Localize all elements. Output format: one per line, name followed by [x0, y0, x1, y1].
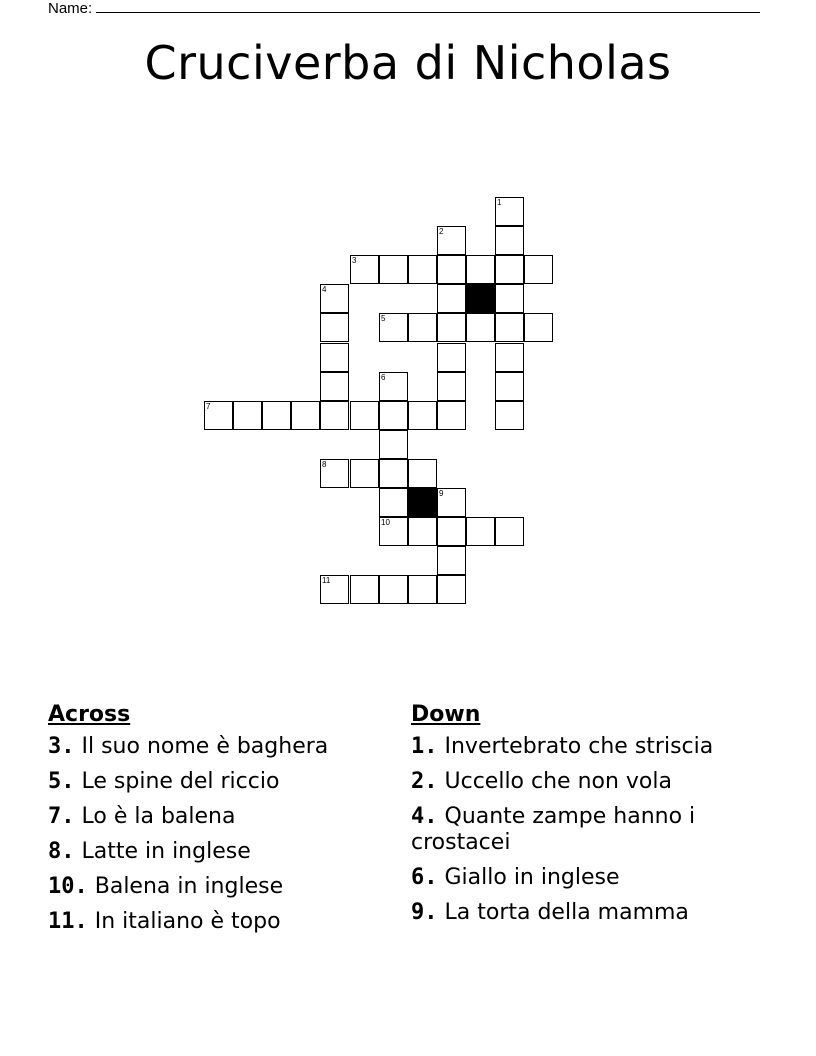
clue-item-number: 9. [411, 900, 438, 925]
clue-item [411, 734, 771, 760]
grid-cell[interactable] [495, 226, 524, 255]
grid-cell[interactable] [495, 401, 524, 430]
clue-item-text: Giallo in inglese [444, 865, 620, 890]
clue-item-text: Quante zampe hanno i crostacei [411, 804, 696, 855]
grid-cell[interactable] [379, 488, 408, 517]
clue-item [48, 874, 388, 900]
grid-cell[interactable] [379, 313, 408, 342]
grid-cell[interactable] [437, 546, 466, 575]
clue-number: 3 [352, 256, 357, 265]
clue-item [48, 734, 388, 760]
clue-item [411, 769, 771, 795]
grid-cell[interactable] [379, 401, 408, 430]
grid-cell[interactable] [495, 255, 524, 284]
clue-item-text: Le spine del riccio [81, 769, 280, 794]
across-clue-list [48, 734, 388, 935]
page-title: Cruciverba di Nicholas [144, 36, 672, 90]
grid-cell[interactable] [408, 313, 437, 342]
grid-cell[interactable] [437, 575, 466, 604]
grid-cell[interactable] [495, 284, 524, 313]
grid-cell[interactable] [495, 343, 524, 372]
clue-number: 8 [322, 460, 327, 469]
clue-item-text: La torta della mamma [444, 900, 689, 925]
grid-cell[interactable] [350, 255, 379, 284]
grid-cell[interactable] [437, 488, 466, 517]
down-clues [411, 700, 771, 935]
grid-cell[interactable] [233, 401, 262, 430]
clue-item-number: 7. [48, 804, 75, 829]
grid-cell[interactable] [408, 255, 437, 284]
clue-item [48, 839, 388, 865]
clue-number: 5 [381, 314, 386, 323]
clue-item-number: 11. [48, 909, 88, 934]
clue-number: 2 [439, 227, 444, 236]
clue-item-number: 8. [48, 839, 75, 864]
grid-cell[interactable] [379, 372, 408, 401]
across-heading: Across [48, 702, 131, 727]
name-label: Name: [48, 0, 93, 17]
grid-cell[interactable] [320, 401, 349, 430]
down-clue-list [411, 734, 771, 926]
clue-item-number: 1. [411, 734, 438, 759]
grid-cell[interactable] [437, 313, 466, 342]
grid-cell[interactable] [320, 372, 349, 401]
clue-item-text: Uccello che non vola [444, 769, 672, 794]
grid-cell[interactable] [320, 459, 349, 488]
grid-cell[interactable] [408, 575, 437, 604]
grid-cell[interactable] [350, 575, 379, 604]
down-heading: Down [411, 702, 481, 727]
grid-cell[interactable] [437, 226, 466, 255]
clue-item [48, 769, 388, 795]
clue-item-text: Latte in inglese [81, 839, 251, 864]
grid-cell[interactable] [437, 343, 466, 372]
clue-item-number: 6. [411, 865, 438, 890]
clue-item [411, 900, 771, 926]
across-clues [48, 700, 388, 944]
grid-cell[interactable] [408, 401, 437, 430]
clue-item-number: 10. [48, 874, 88, 899]
clue-number: 10 [381, 518, 390, 527]
clue-item-number: 2. [411, 769, 438, 794]
grid-cell[interactable] [262, 401, 291, 430]
grid-cell[interactable] [350, 459, 379, 488]
clue-number: 6 [381, 373, 386, 382]
grid-cell[interactable] [437, 255, 466, 284]
clue-item-text: Lo è la balena [81, 804, 236, 829]
grid-cell[interactable] [379, 575, 408, 604]
clue-item-text: Il suo nome è baghera [81, 734, 329, 759]
grid-block [408, 488, 437, 517]
grid-cell[interactable] [437, 284, 466, 313]
grid-cell[interactable] [466, 313, 495, 342]
grid-cell[interactable] [524, 255, 553, 284]
grid-cell[interactable] [437, 372, 466, 401]
grid-cell[interactable] [320, 284, 349, 313]
grid-cell[interactable] [437, 401, 466, 430]
clue-item-text: In italiano è topo [94, 909, 281, 934]
grid-cell[interactable] [524, 313, 553, 342]
clue-item [411, 804, 771, 856]
grid-cell[interactable] [320, 575, 349, 604]
grid-cell[interactable] [495, 313, 524, 342]
grid-cell[interactable] [495, 372, 524, 401]
clue-item-text: Balena in inglese [94, 874, 284, 899]
clue-item-text: Invertebrato che striscia [444, 734, 714, 759]
grid-cell[interactable] [466, 255, 495, 284]
clue-item [48, 909, 388, 935]
clue-number: 1 [497, 198, 502, 207]
clue-number: 4 [322, 285, 327, 294]
grid-cell[interactable] [379, 517, 408, 546]
grid-cell[interactable] [408, 459, 437, 488]
clue-item [411, 865, 771, 891]
grid-cell[interactable] [350, 401, 379, 430]
grid-cell[interactable] [466, 517, 495, 546]
grid-cell[interactable] [320, 313, 349, 342]
grid-cell[interactable] [379, 459, 408, 488]
clue-number: 7 [206, 402, 211, 411]
clue-number: 11 [322, 576, 331, 585]
clue-item-number: 3. [48, 734, 75, 759]
clue-item-number: 4. [411, 804, 438, 829]
clue-number: 9 [439, 489, 444, 498]
grid-cell[interactable] [379, 255, 408, 284]
grid-cell[interactable] [495, 197, 524, 226]
grid-cell[interactable] [291, 401, 320, 430]
grid-cell[interactable] [204, 401, 233, 430]
clue-item-number: 5. [48, 769, 75, 794]
grid-cell[interactable] [379, 430, 408, 459]
grid-cell[interactable] [408, 517, 437, 546]
clue-item [48, 804, 388, 830]
grid-block [466, 284, 495, 313]
grid-cell[interactable] [495, 517, 524, 546]
grid-cell[interactable] [320, 343, 349, 372]
grid-cell[interactable] [437, 517, 466, 546]
